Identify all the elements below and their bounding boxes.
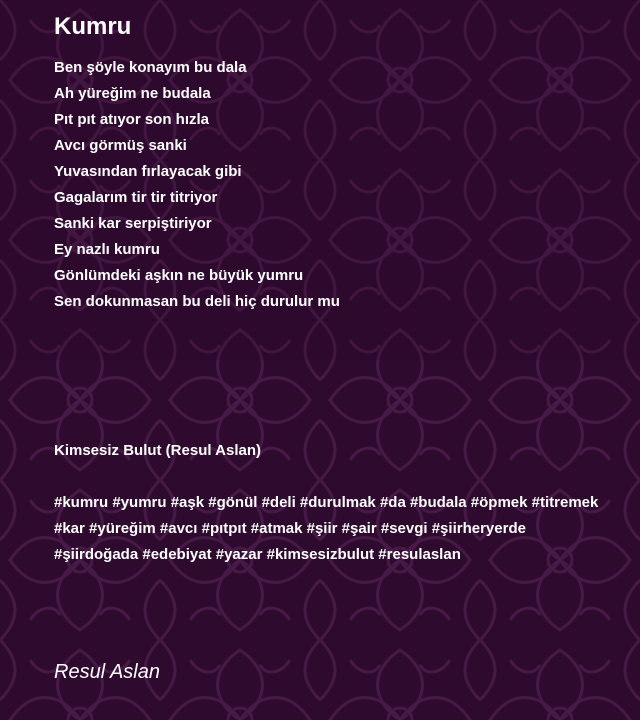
poem-line: Ben şöyle konayım bu dala [54, 59, 247, 76]
poem-line: Ah yüreğim ne budala [54, 85, 211, 102]
poem-line: Yuvasından fırlayacak gibi [54, 163, 242, 180]
hashtag-line: #kumru #yumru #aşk #gönül #deli #durulmak #da #budala #öpmek #titremek [54, 494, 599, 511]
poem-line: Gagalarım tir tir titriyor [54, 189, 218, 206]
poem-lines [54, 55, 340, 315]
author-signature: Resul Aslan [54, 661, 160, 683]
hashtag-line: #şiirdoğada #edebiyat #yazar #kimsesizbulut #resulaslan [54, 546, 461, 563]
poem-author-credit: Kimsesiz Bulut (Resul Aslan) [54, 442, 261, 459]
poem-line: Sen dokunmasan bu deli hiç durulur mu [54, 293, 340, 310]
poem-line: Avcı görmüş sanki [54, 137, 187, 154]
poem-line: Gönlümdeki aşkın ne büyük yumru [54, 267, 304, 284]
hashtag-list [54, 490, 640, 568]
hashtag-line: #kar #yüreğim #avcı #pıtpıt #atmak #şiir #şair #sevgi #şiirheryerde [54, 520, 526, 537]
poem-line: Sanki kar serpiştiriyor [54, 215, 212, 232]
poem-title: Kumru [54, 13, 132, 40]
poem-line: Ey nazlı kumru [54, 241, 160, 258]
poem-line: Pıt pıt atıyor son hızla [54, 111, 210, 128]
